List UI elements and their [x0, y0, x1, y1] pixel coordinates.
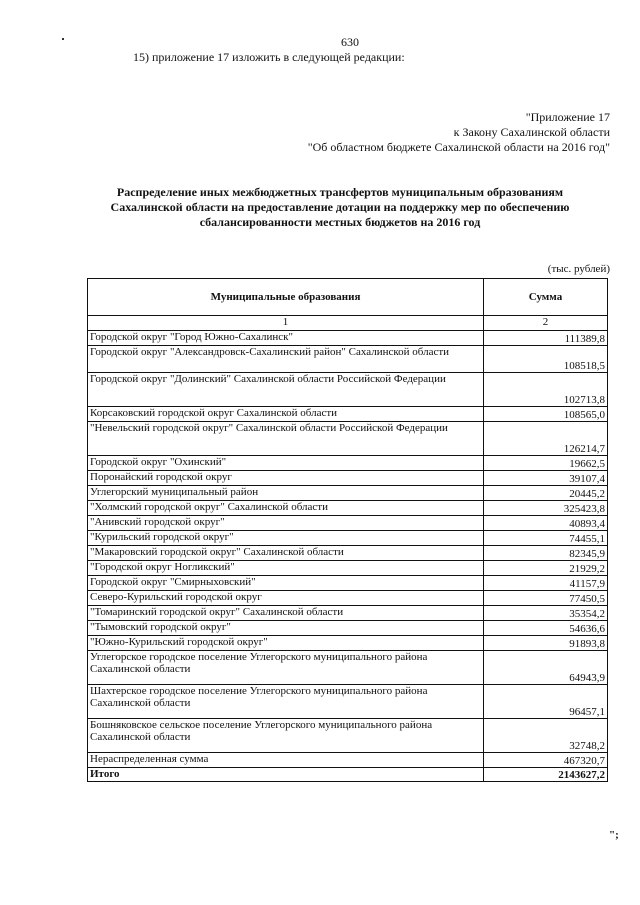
annex-line-3: "Об областном бюджете Сахалинской области на 2016 год" — [307, 140, 610, 154]
title-line-2: Сахалинской области на предоставление дотации на поддержку мер по обеспечению — [110, 200, 570, 214]
amendment-instruction: 15) приложение 17 изложить в следующей редакции: — [133, 50, 405, 64]
amount: 108565,0 — [484, 407, 608, 422]
table-row — [88, 591, 608, 606]
table-row — [88, 636, 608, 651]
document-title — [80, 185, 600, 230]
amount: 126214,7 — [484, 422, 608, 456]
amount: 102713,8 — [484, 373, 608, 407]
column-number-1: 1 — [88, 316, 484, 331]
table-row — [88, 373, 608, 407]
municipality-name: Нераспределенная сумма — [88, 753, 484, 768]
amount: 111389,8 — [484, 331, 608, 346]
table-row — [88, 471, 608, 486]
amount: 20445,2 — [484, 486, 608, 501]
closing-quote-mark: "; — [609, 829, 619, 841]
municipality-name: Углегорский муниципальный район — [88, 486, 484, 501]
municipality-name: Северо-Курильский городской округ — [88, 591, 484, 606]
amount: 21929,2 — [484, 561, 608, 576]
table-row — [88, 422, 608, 456]
table-row — [88, 331, 608, 346]
table-row — [88, 561, 608, 576]
municipality-name: "Макаровский городской округ" Сахалинской области — [88, 546, 484, 561]
municipality-name: "Южно-Курильский городской округ" — [88, 636, 484, 651]
amount: 19662,5 — [484, 456, 608, 471]
table-row — [88, 753, 608, 768]
units-label: (тыс. рублей) — [547, 263, 610, 275]
municipality-name: Городской округ "Долинский" Сахалинской области Российской Федерации — [88, 373, 484, 407]
amount: 40893,4 — [484, 516, 608, 531]
table-row — [88, 531, 608, 546]
annex-reference — [308, 110, 610, 155]
amount: 35354,2 — [484, 606, 608, 621]
amount: 41157,9 — [484, 576, 608, 591]
total-label: Итого — [88, 768, 484, 782]
municipality-name: Корсаковский городской округ Сахалинской области — [88, 407, 484, 422]
table-row — [88, 719, 608, 753]
annex-line-2: к Закону Сахалинской области — [453, 125, 610, 139]
amount: 64943,9 — [484, 651, 608, 685]
municipality-name: Шахтерское городское поселение Углегорского муниципального района Сахалинской области — [88, 685, 484, 719]
municipality-name: Поронайский городской округ — [88, 471, 484, 486]
header-municipalities: Муниципальные образования — [88, 279, 484, 316]
table-row — [88, 407, 608, 422]
title-line-3: сбалансированности местных бюджетов на 2016 год — [199, 215, 481, 229]
amount: 54636,6 — [484, 621, 608, 636]
municipality-name: Бошняковское сельское поселение Углегорского муниципального района Сахалинской области — [88, 719, 484, 753]
municipality-name: "Тымовский городской округ" — [88, 621, 484, 636]
column-number-2: 2 — [484, 316, 608, 331]
header-amount: Сумма — [484, 279, 608, 316]
title-line-1: Распределение иных межбюджетных трансфертов муниципальным образованиям — [116, 185, 564, 199]
table-row — [88, 501, 608, 516]
table-row — [88, 651, 608, 685]
table-row — [88, 546, 608, 561]
column-number-row — [88, 316, 608, 331]
annex-line-1: "Приложение 17 — [525, 110, 610, 124]
amount: 32748,2 — [484, 719, 608, 753]
municipality-name: "Невельский городской округ" Сахалинской области Российской Федерации — [88, 422, 484, 456]
municipality-name: "Анивский городской округ" — [88, 516, 484, 531]
municipality-name: "Холмский городской округ" Сахалинской области — [88, 501, 484, 516]
total-amount: 2143627,2 — [484, 768, 608, 782]
municipality-name: "Городской округ Ногликский" — [88, 561, 484, 576]
municipality-name: Городской округ "Город Южно-Сахалинск" — [88, 331, 484, 346]
table-row — [88, 516, 608, 531]
table-row — [88, 456, 608, 471]
table-row — [88, 576, 608, 591]
municipality-name: "Томаринский городской округ" Сахалинской области — [88, 606, 484, 621]
total-row — [88, 768, 608, 782]
amount: 96457,1 — [484, 685, 608, 719]
amount: 39107,4 — [484, 471, 608, 486]
table-row — [88, 486, 608, 501]
amount: 77450,5 — [484, 591, 608, 606]
table-header-row — [88, 279, 608, 316]
amount: 325423,8 — [484, 501, 608, 516]
municipality-name: Городской округ "Смирныховский" — [88, 576, 484, 591]
page-number: 630 — [341, 35, 359, 49]
amount: 74455,1 — [484, 531, 608, 546]
amount: 108518,5 — [484, 346, 608, 373]
table-row — [88, 346, 608, 373]
municipality-name: Городской округ "Александровск-Сахалинский район" Сахалинской области — [88, 346, 484, 373]
table-row — [88, 606, 608, 621]
municipality-name: "Курильский городской округ" — [88, 531, 484, 546]
transfers-table — [87, 278, 608, 782]
municipality-name: Городской округ "Охинский" — [88, 456, 484, 471]
amount: 467320,7 — [484, 753, 608, 768]
table-row — [88, 621, 608, 636]
table-row — [88, 685, 608, 719]
amount: 82345,9 — [484, 546, 608, 561]
amount: 91893,8 — [484, 636, 608, 651]
municipality-name: Углегорское городское поселение Углегорского муниципального района Сахалинской области — [88, 651, 484, 685]
